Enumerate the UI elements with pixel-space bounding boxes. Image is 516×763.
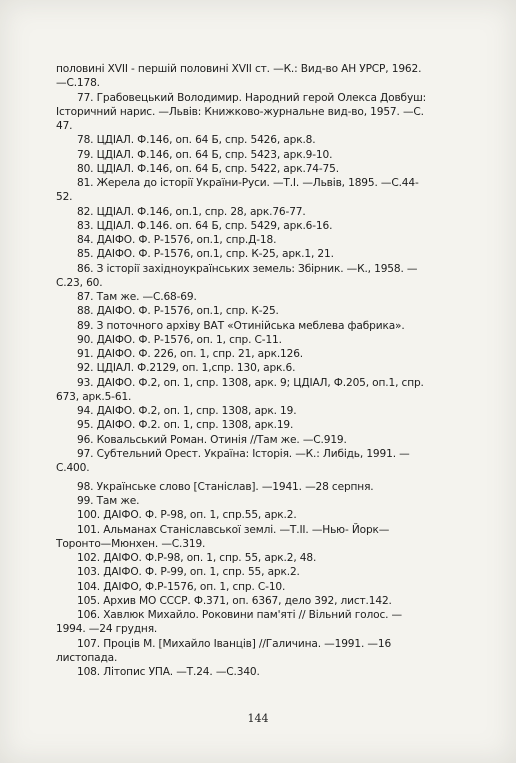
reference-line: 673, арк.5-61. (56, 390, 132, 403)
reference-line: 78. ЦДІАЛ. Ф.146, оп. 64 Б, спр. 5426, арк.8. (77, 134, 316, 147)
reference-line: Історичний нарис. —Львів: Книжково-журнальне вид-во, 1957. —С. (56, 105, 424, 118)
reference-line: 81. Жерела до історії України-Руси. —Т.І. —Львів, 1895. —С.44- (77, 177, 419, 189)
reference-line: 107. Проців М. [Михайло Іванців] //Галичина. —1991. —16 (77, 637, 392, 650)
reference-line: 96. Ковальський Роман. Отинія //Там же. —С.919. (77, 433, 347, 446)
reference-line: 52. (56, 191, 73, 204)
reference-line: 102. ДАІФО. Ф.Р-98, оп. 1, спр. 55, арк.2, 48. (77, 552, 317, 564)
reference-line: С.23, 60. (56, 276, 103, 289)
reference-line: 77. Грабовецький Володимир. Народний герой Олекса Довбуш: (77, 91, 427, 104)
reference-line: —С.178. (56, 77, 100, 90)
page-number: 144 (247, 712, 269, 725)
reference-line: 86. З історії західноукраїнських земель: Збірник. —К., 1958. — (77, 262, 418, 275)
reference-line: 83. ЦДІАЛ. Ф.146. оп. 64 Б, спр. 5429, арк.6-16. (77, 219, 333, 232)
reference-line: 89. З поточного архіву ВАТ «Отинійська меблева фабрика». (77, 319, 405, 332)
reference-line: 99. Там же. (77, 495, 140, 507)
reference-line: 104. ДАІФО, Ф.Р-1576, оп. 1, спр. С-10. (77, 580, 286, 593)
reference-line: листопада. (56, 651, 118, 664)
reference-line: 106. Хавлюк Михайло. Роковини пам'яті // Вільний голос. — (77, 609, 402, 621)
reference-line: 93. ДАІФО. Ф.2, оп. 1, спр. 1308, арк. 9; ЦДІАЛ, Ф.205, оп.1, спр. (77, 376, 424, 389)
reference-line: Торонто—Мюнхен. —С.319. (56, 537, 206, 550)
reference-line: 108. Літопис УПА. —Т.24. —С.340. (77, 666, 260, 678)
reference-line: 1994. —24 грудня. (56, 623, 158, 636)
reference-line: 101. Альманах Станіславської землі. —Т.ІІ. —Нью- Йорк— (77, 523, 390, 536)
reference-line: 47. (56, 120, 73, 132)
reference-line: 84. ДАІФО. Ф. Р-1576, оп.1, спр.Д-18. (77, 234, 277, 246)
reference-line: 95. ДАІФО. Ф.2. оп. 1, спр. 1308, арк.19. (77, 419, 294, 432)
reference-line: 79. ЦДІАЛ. Ф.146, оп. 64 Б, спр. 5423, арк.9-10. (77, 148, 333, 161)
reference-line: 91. ДАІФО. Ф. 226, оп. 1, спр. 21, арк.126. (77, 348, 304, 360)
reference-line: С.400. (56, 462, 90, 474)
reference-line: 88. ДАІФО. Ф. Р-1576, оп.1, спр. К-25. (77, 305, 279, 318)
reference-line: 97. Субтельний Орест. Україна: Історія. —К.: Либідь, 1991. — (77, 447, 410, 460)
reference-line: 90. ДАІФО. Ф. Р-1576, оп. 1, спр. С-11. (77, 333, 282, 346)
reference-line: половині XVII - першій половині XVII ст. —К.: Вид-во АН УРСР, 1962. (56, 63, 422, 75)
reference-line: 85. ДАІФО. Ф. Р-1576, оп.1, спр. К-25, арк.1, 21. (77, 248, 334, 261)
reference-line: 98. Українське слово [Станіслав]. —1941. —28 серпня. (77, 480, 374, 493)
reference-line: 82. ЦДІАЛ. Ф.146, оп.1, спр. 28, арк.76-77. (77, 205, 306, 218)
reference-line: 92. ЦДІАЛ. Ф.2129, оп. 1,спр. 130, арк.6. (77, 362, 296, 375)
reference-line: 100. ДАІФО. Ф. Р-98, оп. 1, спр.55, арк.2. (77, 509, 297, 522)
reference-line: 94. ДАІФО. Ф.2, оп. 1, спр. 1308, арк. 19. (77, 405, 297, 417)
reference-line: 87. Там же. —С.68-69. (77, 291, 197, 303)
reference-line: 103. ДАІФО. Ф. Р-99, оп. 1, спр. 55, арк.2. (77, 566, 300, 579)
reference-line: 80. ЦДІАЛ. Ф.146, оп. 64 Б, спр. 5422, арк.74-75. (77, 162, 339, 175)
reference-line: 105. Архив МО СССР. Ф.371, оп. 6367, дело 392, лист.142. (77, 594, 392, 607)
reference-list (56, 62, 466, 679)
